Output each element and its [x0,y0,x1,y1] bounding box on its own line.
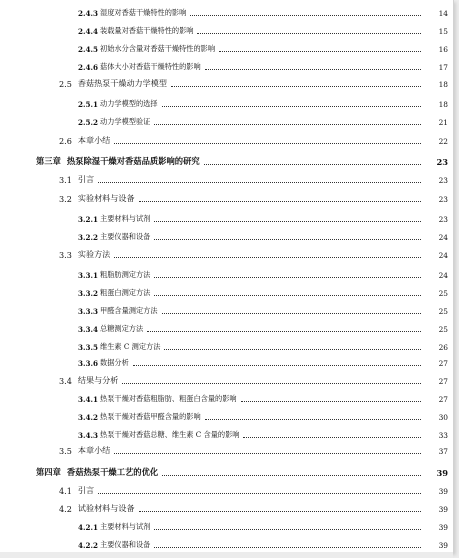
toc-dot-leader [205,69,421,70]
toc-entry[interactable] [0,284,452,298]
toc-dot-leader [154,277,421,278]
toc-entry[interactable] [0,338,452,352]
toc-entry-page: 26 [438,343,448,352]
toc-entry-title: 本章小结 [77,135,111,145]
toc-entry[interactable] [0,482,452,496]
toc-entry-title: 数据分析 [100,358,129,367]
toc-entry-number: 3.3.4 [78,325,99,334]
toc-entry-title: 菇体大小对香菇干燥特性的影响 [100,62,201,71]
toc-entry-title: 主要材料与试剂 [100,522,151,531]
toc-entry-title: 热泵除湿干燥对香菇品质影响的研究 [66,156,200,166]
toc-dot-leader [98,182,421,183]
toc-entry-page: 39 [438,487,448,496]
toc-entry-page: 25 [438,289,448,298]
toc-entry-number: 2.4.6 [78,63,99,72]
toc-entry-number: 3.5 [59,446,72,456]
toc-entry-page: 27 [438,359,448,368]
toc-dot-leader [162,475,421,476]
toc-entry[interactable] [0,302,452,316]
toc-entry-title: 热泵干燥对香菇甲醛含量的影响 [100,412,201,421]
toc-dot-leader [139,511,421,512]
toc-dot-leader [241,401,421,402]
toc-entry[interactable] [0,408,452,422]
toc-entry-title: 装载量对香菇干燥特性的影响 [100,26,194,35]
toc-dot-leader [133,365,421,366]
toc-entry-number: 第四章 [36,467,61,477]
toc-entry-title: 引言 [77,485,95,495]
toc-entry-page: 33 [438,431,448,440]
toc-entry-title: 粗脂肪测定方法 [100,270,151,279]
toc-entry-page: 23 [438,215,448,224]
toc-dot-leader [204,164,421,165]
toc-entry[interactable] [0,372,452,386]
toc-entry[interactable] [0,354,452,368]
toc-entry[interactable] [0,266,452,280]
toc-entry-number: 3.3.5 [78,343,99,352]
toc-dot-leader [114,257,421,258]
toc-entry-number: 3.2 [59,194,72,204]
toc-entry-page: 27 [438,377,448,386]
toc-entry-number: 3.3.6 [78,359,99,368]
toc-dot-leader [243,437,421,438]
toc-entry-title: 引言 [77,174,95,184]
toc-entry-title: 热泵干燥对香菇粗脂肪、粗蛋白含量的影响 [100,394,237,403]
toc-entry-title: 总糖测定方法 [100,324,144,333]
toc-dot-leader [154,547,421,548]
toc-entry-number: 2.4.3 [78,9,99,18]
toc-entry-number: 3.4.2 [78,413,99,422]
toc-entry-title: 粗蛋白测定方法 [100,288,151,297]
toc-entry-title: 试验材料与设备 [77,503,135,513]
toc-entry-number: 2.6 [59,136,72,146]
toc-entry-number: 3.3 [59,250,72,260]
toc-entry-page: 30 [438,413,448,422]
toc-entry-title: 香菇热泵干燥工艺的优化 [66,467,159,477]
toc-entry-title: 甲醛含量测定方法 [100,306,158,315]
toc-entry-number: 4.2.2 [78,541,99,550]
toc-entry[interactable] [0,171,452,185]
toc-dot-leader [122,383,421,384]
toc-dot-leader [154,124,421,125]
toc-entry[interactable] [0,442,452,456]
toc-entry-page: 18 [438,80,448,89]
toc-entry[interactable] [0,40,452,54]
toc-entry[interactable] [0,95,452,109]
toc-entry-page: 23 [438,195,448,204]
toc-entry-number: 3.3.1 [78,271,99,280]
toc-entry-page: 25 [438,325,448,334]
toc-entry-title: 动力学模型的选择 [100,99,158,108]
toc-entry-page: 17 [438,63,448,72]
toc-entry-number: 第三章 [36,156,61,166]
toc-entry-number: 3.1 [59,175,72,185]
toc-entry[interactable] [0,426,452,440]
toc-entry[interactable] [0,390,452,404]
toc-dot-leader [164,349,421,350]
toc-entry-page: 27 [438,395,448,404]
toc-entry[interactable] [0,228,452,242]
toc-dot-leader [114,143,421,144]
toc-entry-number: 3.4.1 [78,395,99,404]
toc-entry-number: 2.5.1 [78,100,99,109]
toc-entry-page: 37 [438,447,448,456]
toc-entry[interactable] [0,132,452,146]
toc-dot-leader [171,86,421,87]
horizontal-scrollbar[interactable] [0,552,453,558]
toc-entry-page: 39 [438,541,448,550]
toc-entry-page: 24 [438,271,448,280]
toc-dot-leader [139,201,421,202]
toc-entry-number: 3.2.2 [78,233,99,242]
toc-entry-number: 4.2 [59,504,72,514]
toc-dot-leader [162,313,421,314]
toc-entry[interactable] [0,75,452,89]
toc-dot-leader [219,51,421,52]
toc-entry-title: 实验材料与设备 [77,193,135,203]
toc-entry-number: 3.4 [59,376,72,386]
toc-dot-leader [154,239,421,240]
toc-entry-title: 主要仪器和设备 [100,540,151,549]
toc-entry-title: 动力学模型验证 [100,117,151,126]
toc-entry-title: 香菇热泵干燥动力学模型 [77,78,167,88]
toc-dot-leader [154,295,421,296]
toc-entry-number: 3.4.3 [78,431,99,440]
toc-entry[interactable] [0,320,452,334]
toc-entry-page: 21 [438,118,448,127]
toc-entry[interactable] [0,210,452,224]
toc-entry-title: 本章小结 [77,445,111,455]
toc-entry-number: 2.4.4 [78,27,99,36]
toc-entry[interactable] [0,246,452,260]
toc-entry-page: 18 [438,100,448,109]
toc-entry-page: 39 [436,468,448,478]
toc-entry[interactable] [0,153,452,167]
toc-entry-title: 主要仪器和设备 [100,232,151,241]
toc-entry-number: 2.5 [59,79,72,89]
toc-dot-leader [98,493,421,494]
toc-dot-leader [154,221,421,222]
toc-entry[interactable] [0,113,452,127]
toc-entry-number: 4.1 [59,486,72,496]
toc-entry-page: 23 [438,176,448,185]
toc-entry-number: 2.4.5 [78,45,99,54]
toc-entry-number: 3.2.1 [78,215,99,224]
toc-entry-page: 39 [438,505,448,514]
toc-entry[interactable] [0,58,452,72]
toc-entry[interactable] [0,464,452,478]
toc-entry-title: 热泵干燥对香菇总糖、维生素 C 含量的影响 [100,430,240,439]
toc-dot-leader [190,15,421,16]
toc-entry-title: 结果与分析 [77,375,119,385]
toc-entry[interactable] [0,536,452,550]
toc-entry-page: 24 [438,251,448,260]
toc-entry-title: 初始水分含量对香菇干燥特性的影响 [100,44,216,53]
toc-entry-title: 实验方法 [77,249,111,259]
toc-entry-number: 3.3.2 [78,289,99,298]
toc-entry[interactable] [0,500,452,514]
toc-dot-leader [147,331,421,332]
toc-dot-leader [154,529,421,530]
toc-entry[interactable] [0,190,452,204]
toc-entry[interactable] [0,518,452,532]
toc-entry[interactable] [0,22,452,36]
toc-dot-leader [162,106,421,107]
toc-entry-page: 25 [438,307,448,316]
toc-entry-number: 3.3.3 [78,307,99,316]
toc-entry-title: 维生素 C 测定方法 [100,342,161,351]
toc-entry-page: 22 [438,137,448,146]
toc-dot-leader [205,419,421,420]
toc-entry-page: 23 [436,157,448,167]
toc-entry-title: 主要材料与试剂 [100,214,151,223]
toc-entry-page: 24 [438,233,448,242]
toc-entry-page: 15 [438,27,448,36]
toc-entry-number: 2.5.2 [78,118,99,127]
toc-entry-title: 湿度对香菇干燥特性的影响 [100,8,187,17]
toc-entry-number: 4.2.1 [78,523,99,532]
toc-entry-page: 14 [438,9,448,18]
toc-entry-page: 16 [438,45,448,54]
toc-dot-leader [114,453,421,454]
toc-dot-leader [197,33,421,34]
toc-entry[interactable] [0,4,452,18]
toc-entry-page: 39 [438,523,448,532]
